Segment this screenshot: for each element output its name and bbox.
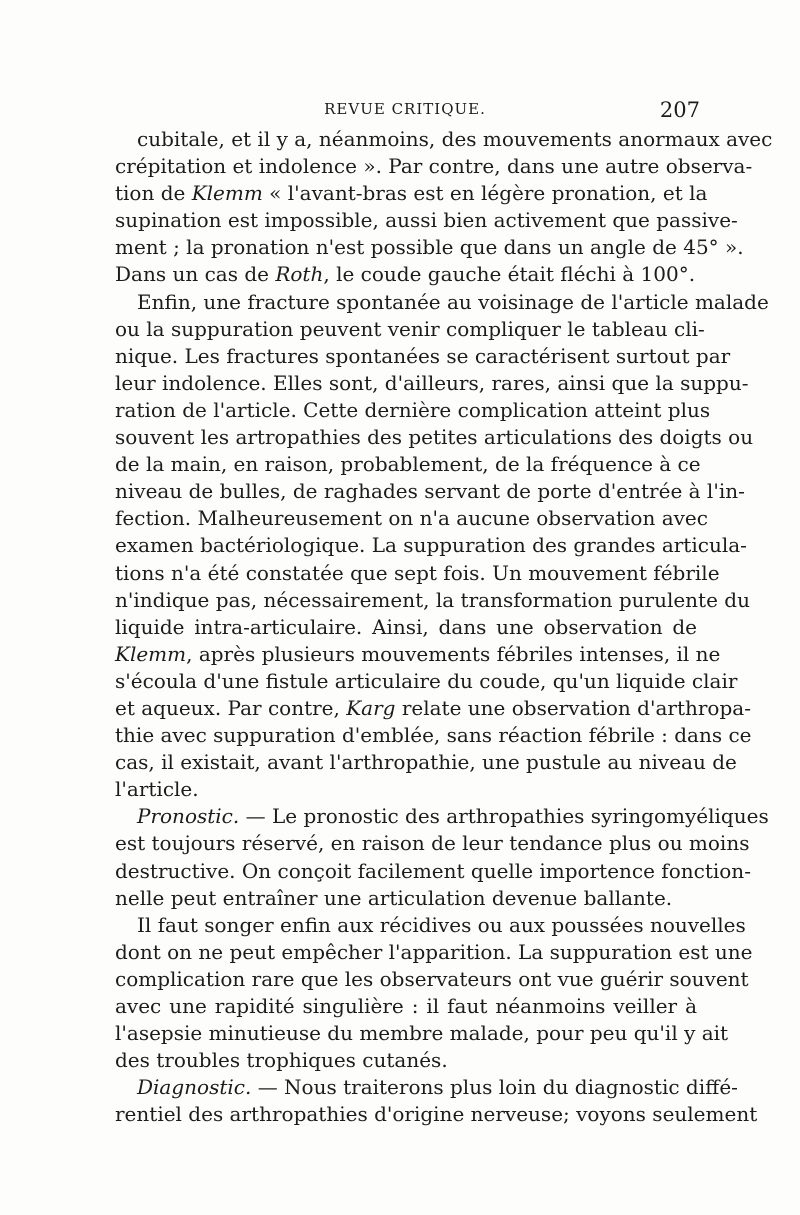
text-line bbox=[115, 126, 773, 153]
text-line bbox=[115, 234, 744, 261]
text-line bbox=[115, 397, 711, 424]
text-run: est toujours réservé, en raison de leur tendance plus ou moins bbox=[115, 831, 750, 856]
text-run: cas, il existait, avant l'arthropathie, une pustule au niveau de bbox=[115, 750, 737, 775]
text-run: tions n'a été constatée que sept fois. Un mouvement fébrile bbox=[115, 560, 720, 585]
text-run: l'asepsie minutieuse du membre malade, pour peu qu'il y ait bbox=[115, 1021, 729, 1046]
text-line bbox=[115, 424, 754, 451]
text-run: de la main, en raison, probablement, de la fréquence à ce bbox=[115, 452, 701, 477]
italic-text: Roth bbox=[275, 262, 324, 287]
text-line bbox=[115, 993, 697, 1020]
text-run: cubitale, et il y a, néanmoins, des mouvements anormaux avec bbox=[137, 127, 773, 151]
text-run: , le coude gauche était fléchi à 100°. bbox=[323, 262, 696, 287]
text-run: — Le pronostic des arthropathies syringomyéliques bbox=[239, 804, 769, 829]
page-number: 207 bbox=[659, 98, 700, 122]
text-line bbox=[115, 695, 751, 722]
text-line bbox=[115, 478, 745, 505]
text-line bbox=[115, 451, 701, 478]
text-run: relate une observation d'arthropa- bbox=[395, 695, 751, 720]
text-run: — Nous traiterons plus loin du diagnostic diffé- bbox=[251, 1075, 738, 1100]
text-run: leur indolence. Elles sont, d'ailleurs, rares, ainsi que la suppu- bbox=[115, 370, 749, 395]
text-line bbox=[115, 939, 753, 966]
text-run: nique. Les fractures spontanées se caractérisent surtout par bbox=[115, 343, 731, 368]
paragraph bbox=[115, 803, 769, 911]
text-run: nelle peut entraîner une articulation devenue ballante. bbox=[115, 885, 673, 910]
text-run: liquide intra-articulaire. Ainsi, dans une observation de bbox=[115, 614, 697, 639]
text-line bbox=[115, 912, 746, 939]
text-run: destructive. On conçoit facilement quelle importence fonction- bbox=[115, 858, 751, 883]
text-line bbox=[115, 1020, 729, 1047]
text-line bbox=[115, 316, 705, 343]
running-title: REVUE CRITIQUE. bbox=[324, 100, 486, 118]
text-line bbox=[115, 722, 752, 749]
text-line bbox=[115, 207, 738, 234]
text-line bbox=[115, 858, 751, 885]
text-run: supination est impossible, aussi bien activement que passive- bbox=[115, 208, 738, 233]
paragraph bbox=[115, 912, 753, 1075]
text-line bbox=[115, 1101, 758, 1128]
text-run: ou la suppuration peuvent venir compliquer le tableau cli- bbox=[115, 316, 705, 341]
text-line bbox=[115, 153, 753, 180]
text-run: thie avec suppuration d'emblée, sans réaction fébrile : dans ce bbox=[115, 723, 752, 748]
text-line bbox=[115, 370, 749, 397]
text-line bbox=[115, 776, 697, 803]
paragraph bbox=[115, 1074, 758, 1128]
text-line bbox=[115, 343, 731, 370]
page-header bbox=[110, 98, 700, 126]
text-run: des troubles trophiques cutanés. bbox=[115, 1048, 448, 1073]
text-line bbox=[115, 749, 737, 776]
text-run: souvent les artropathies des petites articulations des doigts ou bbox=[115, 425, 754, 450]
text-run: avec une rapidité singulière : il faut néanmoins veiller à bbox=[115, 994, 697, 1018]
text-run: n'indique pas, nécessairement, la transformation purulente du bbox=[115, 587, 750, 612]
italic-text: Karg bbox=[346, 695, 396, 720]
text-line bbox=[115, 532, 747, 559]
text-line bbox=[115, 1074, 738, 1101]
paragraph bbox=[115, 289, 769, 804]
text-line bbox=[115, 587, 750, 614]
italic-text: Pronostic. bbox=[137, 804, 240, 829]
text-line bbox=[115, 180, 708, 207]
text-run: crépitation et indolence ». Par contre, dans une autre observa- bbox=[115, 154, 753, 179]
text-line bbox=[115, 289, 769, 316]
text-run: complication rare que les observateurs ont vue guérir souvent bbox=[115, 966, 749, 991]
text-line bbox=[115, 668, 738, 695]
text-run: examen bactériologique. La suppuration des grandes articula- bbox=[115, 533, 747, 558]
text-run: niveau de bulles, de raghades servant de porte d'entrée à l'in- bbox=[115, 479, 745, 504]
text-line bbox=[115, 830, 750, 857]
text-line bbox=[115, 614, 697, 641]
text-run: « l'avant-bras est en légère pronation, et la bbox=[262, 181, 708, 206]
text-run: fection. Malheureusement on n'a aucune observation avec bbox=[115, 506, 708, 531]
text-run: ment ; la pronation n'est possible que dans un angle de 45° ». bbox=[115, 235, 744, 260]
text-run: Il faut songer enfin aux récidives ou aux poussées nouvelles bbox=[137, 912, 746, 937]
text-line bbox=[115, 803, 769, 830]
text-line bbox=[115, 1047, 697, 1074]
text-run: et aqueux. Par contre, bbox=[115, 695, 347, 720]
text-run: dont on ne peut empêcher l'apparition. La suppuration est une bbox=[115, 939, 753, 964]
paragraph bbox=[115, 126, 773, 289]
text-run: Dans un cas de bbox=[115, 262, 276, 287]
italic-text: Klemm bbox=[115, 641, 187, 666]
text-line bbox=[115, 641, 721, 668]
italic-text: Klemm bbox=[191, 181, 263, 206]
text-line bbox=[115, 885, 697, 912]
text-line bbox=[115, 966, 749, 993]
text-run: l'article. bbox=[115, 777, 199, 802]
text-run: , après plusieurs mouvements fébriles intenses, il ne bbox=[186, 641, 721, 666]
text-run: Enfin, une fracture spontanée au voisinage de l'article malade bbox=[137, 289, 769, 314]
text-run: s'écoula d'une fistule articulaire du coude, qu'un liquide clair bbox=[115, 668, 738, 693]
body-text bbox=[115, 126, 773, 1128]
text-line bbox=[115, 505, 708, 532]
text-line bbox=[115, 261, 697, 288]
text-line bbox=[115, 560, 720, 587]
italic-text: Diagnostic. bbox=[137, 1075, 252, 1100]
text-run: rentiel des arthropathies d'origine nerveuse; voyons seulement bbox=[115, 1102, 758, 1127]
text-run: tion de bbox=[115, 181, 192, 206]
text-run: ration de l'article. Cette dernière complication atteint plus bbox=[115, 397, 711, 422]
